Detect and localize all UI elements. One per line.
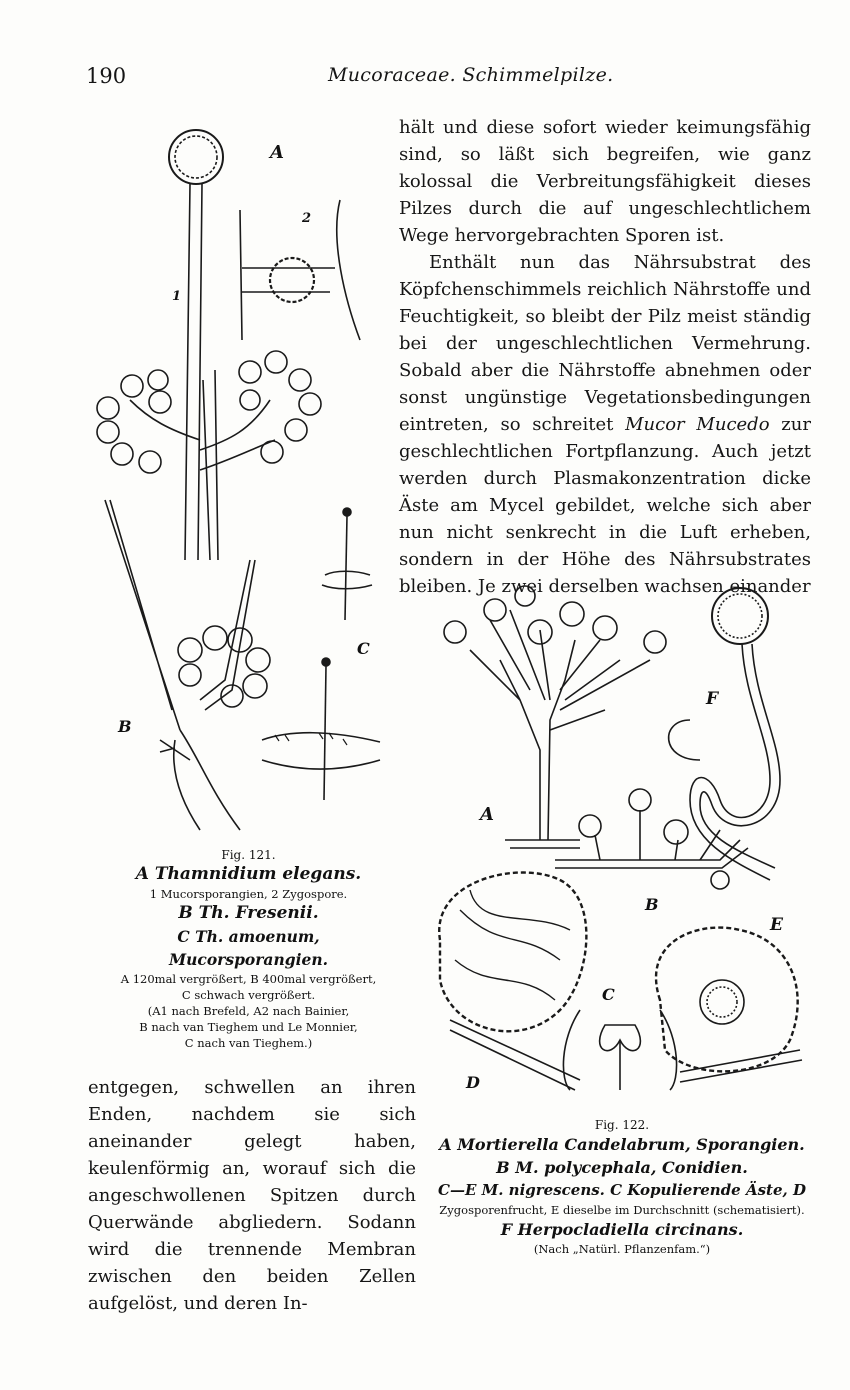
fig121-a-thamnidium-drawing — [97, 130, 360, 560]
sporangiola-left — [97, 370, 171, 473]
caption-species: A Mortierella Candelabrum, Sporangien. — [439, 1135, 805, 1154]
fig121-caption — [96, 848, 401, 1051]
caption-line: (Nach „Natürl. Pflanzenfam.“) — [533, 1242, 711, 1256]
caption-species: F Herpocladiella circinans. — [500, 1220, 744, 1239]
fig-number: Fig. 121. — [221, 848, 276, 862]
fig121-label-1: 1 — [172, 289, 182, 304]
caption-line: (A1 nach Brefeld, A2 nach Bainier, — [147, 1004, 350, 1018]
fig122-label-f: F — [706, 689, 719, 709]
fig122-label-d: D — [466, 1073, 480, 1092]
fig121-label-b: B — [118, 717, 132, 736]
fig122-label-c: C — [602, 985, 615, 1004]
caption-line: 1 Mucorsporangien, 2 Zygospore. — [149, 887, 348, 901]
caption-line: B nach van Tieghem und Le Monnier, — [139, 1020, 358, 1034]
fig122-c-copulating-branches-drawing — [563, 1010, 676, 1090]
fig121-label-a: A — [270, 142, 284, 163]
page-number: 190 — [86, 64, 127, 88]
text-run: zur geschlechtlichen Fortpflanzung. Auch jetzt werden durch Plasmakonzentration dicke Äste am Mycel gebildet, welche sich aber nun nicht senkrecht in die Luft erheben, sondern in der Höhe des Nährsubstrates bleiben. Je zwei derselben wachsen einander — [399, 414, 811, 597]
italic-species-name: Mucor Mucedo — [625, 414, 770, 435]
fig121-b-fresenii-drawing — [105, 500, 270, 830]
text-run: Enthält nun das Nährsubstrat des Köpfchenschimmels reichlich Nährstoffe und Feuchtigkeit, so bleibt der Pilz meist ständig bei der ungeschlechtlichen Vermehrung. Sobald aber die Nährstoffe abnehmen oder sonst ungünstige Vegetationsbedingungen eintreten, so schreitet — [399, 252, 811, 435]
caption-line: Zygosporenfrucht, E dieselbe im Durchschnitt (schematisiert). — [439, 1203, 805, 1217]
caption-species: C Th. amoenum, Mucorsporangien. — [168, 927, 328, 969]
fig122-f-herpocladiella-drawing — [669, 588, 780, 880]
caption-species: A Thamnidium elegans. — [135, 864, 362, 884]
paragraph: entgegen, schwellen an ihren Enden, nachdem sie sich aneinander gelegt haben, keulenförmig an, worauf sich die angeschwollenen Spitzen durch Querwände abgliedern. Sodann wird die trennende Membran zwischen den beiden Zellen aufgelöst, und deren In- — [88, 1077, 416, 1314]
running-title: Mucoraceae. Schimmelpilze. — [328, 64, 614, 86]
fig122-label-b: B — [645, 895, 659, 914]
caption-species: C—E M. nigrescens. C Kopulierende Äste, D — [438, 1181, 806, 1199]
caption-line: C schwach vergrößert. — [181, 988, 316, 1002]
fig122-label-e: E — [770, 915, 783, 935]
fig121-label-2: 2 — [302, 211, 312, 226]
caption-line: C nach van Tieghem.) — [184, 1036, 313, 1050]
paragraph: hält und diese sofort wieder keimungsfähig sind, so läßt sich begreifen, wie ganz kolossal die Verbreitungsfähigkeit dieses Pilzes durch die auf ungeschlechtlichem Wege hervorgebrachten Sporen ist. — [399, 117, 811, 246]
sporangiola-right — [239, 351, 321, 463]
fig122-label-a: A — [480, 804, 494, 825]
caption-species: B Th. Fresenii. — [178, 903, 319, 923]
fig121-label-c: C — [357, 639, 370, 658]
fig122-e-cross-section-drawing — [656, 928, 802, 1082]
fig122-caption — [426, 1118, 818, 1257]
fig-number: Fig. 122. — [594, 1118, 650, 1132]
caption-line: A 120mal vergrößert, B 400mal vergrößert, — [120, 972, 377, 986]
caption-species: B M. polycephala, Conidien. — [496, 1158, 748, 1177]
